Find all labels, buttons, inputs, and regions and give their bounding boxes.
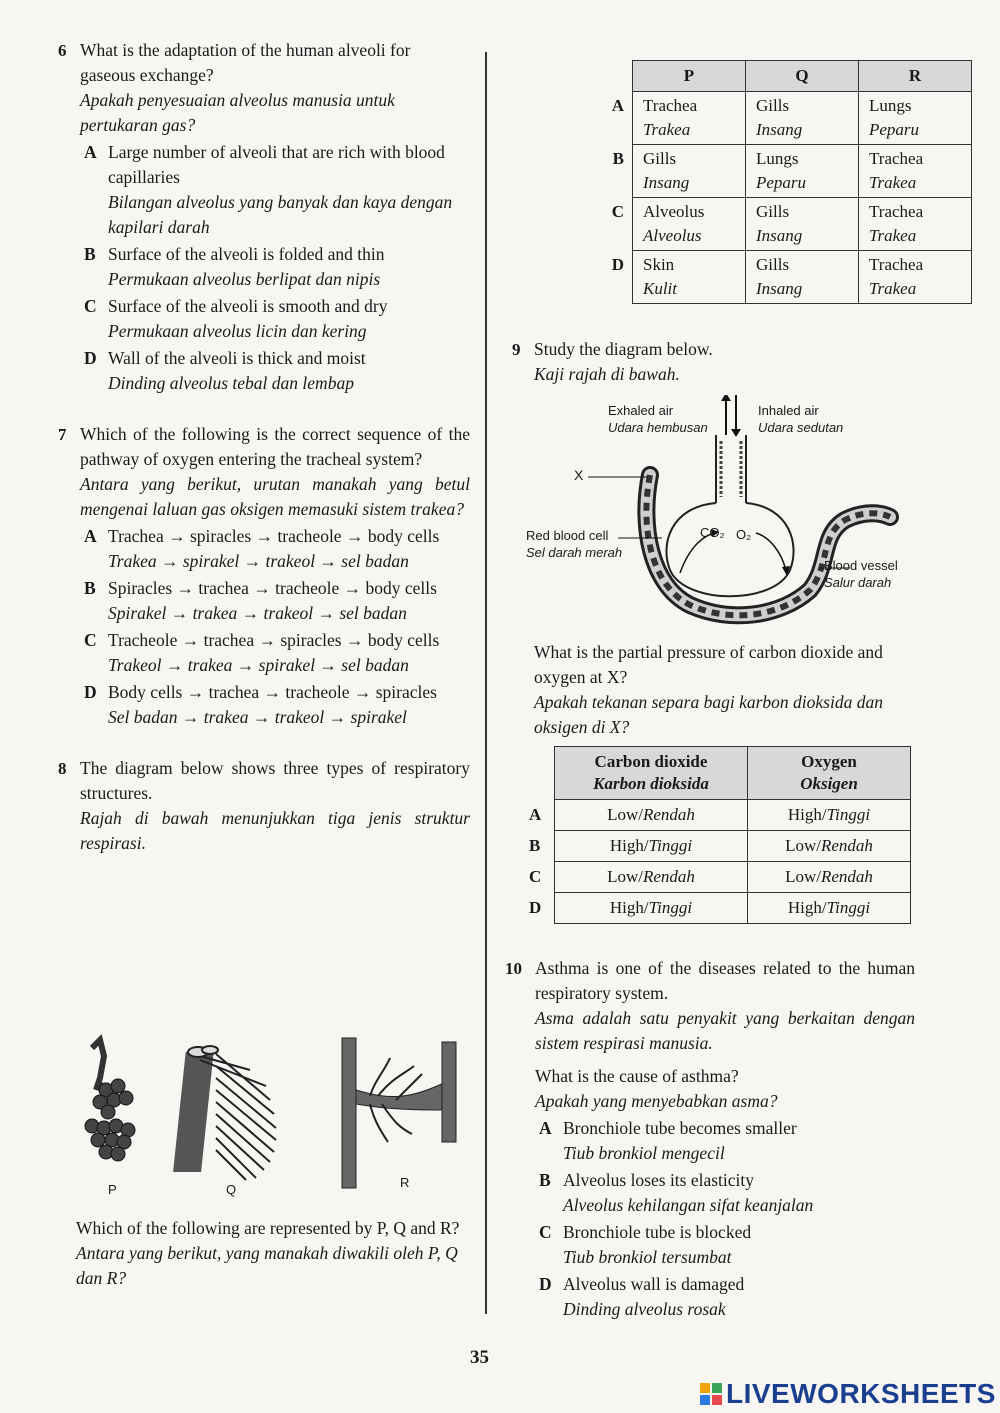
option-b[interactable] — [80, 242, 470, 292]
option-text-en: Surface of the alveoli is folded and thin — [108, 244, 385, 264]
option-text-ms: Tiub bronkiol mengecil — [563, 1143, 725, 1163]
table-row[interactable] — [520, 92, 972, 145]
blood-vessel-label-ms: Salur darah — [824, 575, 892, 590]
table-row[interactable] — [520, 251, 972, 304]
row-letter: A — [529, 805, 542, 824]
option-letter: D — [539, 1274, 552, 1294]
liveworksheets-logo[interactable] — [700, 1378, 996, 1410]
inhaled-air-label-ms: Udara sedutan — [758, 420, 844, 435]
question-8-prompt-ms: Antara yang berikut, yang manakah diwakili oleh P, Q dan R? — [76, 1243, 458, 1288]
inhaled-air-label: Inhaled air — [758, 403, 819, 418]
question-text-en: Which of the following is the correct sequence of the pathway of oxygen entering the tracheal system? — [80, 424, 470, 469]
option-b[interactable] — [535, 1168, 915, 1218]
option-letter: C — [539, 1222, 552, 1242]
table-cell: High/Tinggi — [555, 831, 748, 862]
blood-vessel-label: Blood vessel — [824, 558, 898, 573]
column-divider — [485, 52, 487, 1314]
option-letter: A — [84, 142, 97, 162]
table-cell: High/Tinggi — [555, 893, 748, 924]
gill-filaments-drawing — [173, 1046, 276, 1180]
option-letter: A — [84, 526, 97, 546]
option-a[interactable] — [80, 140, 470, 240]
option-letter: B — [539, 1170, 551, 1190]
table-cell: Gills Insang — [633, 145, 746, 198]
question-text-en: What is the adaptation of the human alveoli for gaseous exchange? — [80, 40, 411, 85]
table-cell: Gills Insang — [746, 92, 859, 145]
option-a[interactable] — [535, 1116, 915, 1166]
question-9-prompt — [534, 640, 914, 740]
question-8-prompt-en: Which of the following are represented by P, Q and R? — [76, 1218, 460, 1238]
option-text-en: Body cells → trachea → tracheole → spiracles — [108, 682, 437, 702]
figure-label-q: Q — [226, 1182, 237, 1197]
left-column — [58, 38, 470, 862]
option-text-ms: Spirakel → trakea → trakeol → sel badan — [108, 603, 407, 623]
question-9-answer-table — [528, 746, 911, 924]
table-row[interactable] — [520, 145, 972, 198]
question-8-answer-table — [520, 60, 972, 304]
option-text-en: Trachea → spiracles → tracheole → body cells — [108, 526, 440, 546]
option-text-en: Spiracles → trachea → tracheole → body cells — [108, 578, 437, 598]
table-header: Oxygen Oksigen — [748, 747, 911, 800]
question-text-en: The diagram below shows three types of respiratory structures. — [80, 758, 470, 803]
table-cell: Gills Insang — [746, 198, 859, 251]
question-number: 8 — [58, 759, 67, 778]
option-a[interactable] — [80, 524, 470, 574]
option-d[interactable] — [80, 680, 470, 730]
table-row[interactable] — [520, 198, 972, 251]
option-d[interactable] — [535, 1272, 915, 1322]
option-text-en: Bronchiole tube is blocked — [563, 1222, 752, 1242]
table-cell: Low/Rendah — [748, 862, 911, 893]
question-prompt-ms: Apakah yang menyebabkan asma? — [535, 1091, 778, 1111]
red-blood-cell-label: Red blood cell — [526, 528, 609, 543]
tracheal-tube-drawing — [342, 1038, 456, 1188]
question-9-prompt-en: What is the partial pressure of carbon dioxide and oxygen at X? — [534, 642, 883, 687]
option-text-ms: Trakeol → trakea → spirakel → sel badan — [108, 655, 409, 675]
row-letter: C — [529, 867, 542, 886]
table-header: Carbon dioxide Karbon dioksida — [555, 747, 748, 800]
option-letter: C — [84, 296, 97, 316]
option-text-en: Surface of the alveoli is smooth and dry — [108, 296, 388, 316]
question-text-ms: Rajah di bawah menunjukkan tiga jenis struktur respirasi. — [80, 808, 470, 853]
option-text-en: Large number of alveoli that are rich with blood capillaries — [108, 142, 445, 187]
table-row[interactable] — [528, 800, 911, 831]
option-b[interactable] — [80, 576, 470, 626]
question-6 — [58, 38, 470, 396]
question-text-en: Asthma is one of the diseases related to the human respiratory system. — [535, 958, 915, 1003]
table-header: R — [859, 61, 972, 92]
question-10 — [505, 956, 915, 1328]
table-cell: Gills Insang — [746, 251, 859, 304]
option-text-ms: Sel badan → trakea → trakeol → spirakel — [108, 707, 407, 727]
question-number: 7 — [58, 425, 67, 444]
question-9 — [512, 337, 912, 393]
question-8-prompt — [76, 1216, 470, 1291]
figure-label-p: P — [108, 1182, 117, 1197]
option-text-en: Alveolus loses its elasticity — [563, 1170, 755, 1190]
question-text-ms: Asma adalah satu penyakit yang berkaitan dengan sistem respirasi manusia. — [535, 1008, 915, 1053]
table-cell: Trachea Trakea — [859, 145, 972, 198]
question-text-en: Study the diagram below. — [534, 339, 713, 359]
option-letter: C — [84, 630, 97, 650]
o2-label: O₂ — [736, 527, 752, 542]
option-text-ms: Trakea → spirakel → trakeol → sel badan — [108, 551, 409, 571]
row-letter: D — [529, 898, 542, 917]
respiratory-structures-figure — [70, 1030, 470, 1210]
option-letter: D — [84, 682, 97, 702]
option-letter: B — [84, 578, 96, 598]
option-c[interactable] — [80, 294, 470, 344]
option-letter: A — [539, 1118, 552, 1138]
row-letter: D — [611, 254, 624, 274]
table-row[interactable] — [528, 862, 911, 893]
question-prompt-en: What is the cause of asthma? — [535, 1066, 739, 1086]
question-text-ms: Antara yang berikut, urutan manakah yang betul mengenai laluan gas oksigen memasuki sistem trakea? — [80, 474, 470, 519]
option-text-ms: Alveolus kehilangan sifat keanjalan — [563, 1195, 814, 1215]
option-text-ms: Tiub bronkiol tersumbat — [563, 1247, 732, 1267]
table-cell: Trachea Trakea — [859, 251, 972, 304]
alveoli-cluster-drawing — [85, 1040, 135, 1161]
option-letter: B — [84, 244, 96, 264]
table-cell: Trachea Trakea — [859, 198, 972, 251]
question-8 — [58, 756, 470, 856]
option-text-en: Wall of the alveoli is thick and moist — [108, 348, 366, 368]
table-cell: Trachea Trakea — [633, 92, 746, 145]
question-9-prompt-ms: Apakah tekanan separa bagi karbon dioksida dan oksigen di X? — [534, 692, 883, 737]
option-d[interactable] — [80, 346, 470, 396]
option-text-en: Alveolus wall is damaged — [563, 1274, 745, 1294]
table-header: P — [633, 61, 746, 92]
respiratory-structures-drawing — [70, 1030, 470, 1210]
table-cell: Lungs Peparu — [746, 145, 859, 198]
question-7 — [58, 422, 470, 730]
table-cell: High/Tinggi — [748, 800, 911, 831]
question-text-ms: Apakah penyesuaian alveolus manusia untuk pertukaran gas? — [80, 90, 395, 135]
option-c[interactable] — [80, 628, 470, 678]
question-number: 6 — [58, 41, 67, 60]
option-text-en: Bronchiole tube becomes smaller — [563, 1118, 797, 1138]
alveolus-drawing — [520, 395, 910, 625]
page-number: 35 — [470, 1347, 489, 1368]
question-text-ms: Kaji rajah di bawah. — [534, 364, 680, 384]
option-text-ms: Bilangan alveolus yang banyak dan kaya dengan kapilari darah — [108, 192, 453, 237]
option-text-ms: Dinding alveolus rosak — [563, 1299, 726, 1319]
option-text-ms: Permukaan alveolus licin dan kering — [108, 321, 367, 341]
table-cell: Low/Rendah — [555, 800, 748, 831]
row-letter: B — [612, 148, 624, 168]
table-cell: Low/Rendah — [555, 862, 748, 893]
option-letter: D — [84, 348, 97, 368]
alveolus-diagram — [520, 395, 910, 625]
table-header-row — [528, 747, 911, 800]
row-letter: B — [529, 836, 541, 855]
table-header: Q — [746, 61, 859, 92]
liveworksheets-icon — [700, 1383, 722, 1405]
table-cell: Lungs Peparu — [859, 92, 972, 145]
option-text-ms: Permukaan alveolus berlipat dan nipis — [108, 269, 381, 289]
co2-label: CO₂ — [700, 525, 725, 540]
table-cell: Low/Rendah — [748, 831, 911, 862]
option-text-en: Tracheole → trachea → spiracles → body cells — [108, 630, 440, 650]
figure-label-r: R — [400, 1175, 410, 1190]
table-row[interactable] — [528, 831, 911, 862]
table-cell: High/Tinggi — [748, 893, 911, 924]
x-label: X — [574, 467, 584, 483]
table-header-row — [520, 61, 972, 92]
exhaled-air-label: Exhaled air — [608, 403, 674, 418]
brand-text: LIVEWORKSHEETS — [726, 1378, 996, 1409]
table-cell: Skin Kulit — [633, 251, 746, 304]
table-cell: Alveolus Alveolus — [633, 198, 746, 251]
red-blood-cell-label-ms: Sel darah merah — [526, 545, 623, 560]
question-number: 10 — [505, 959, 522, 978]
table-row[interactable] — [528, 893, 911, 924]
option-c[interactable] — [535, 1220, 915, 1270]
row-letter: A — [611, 95, 624, 115]
row-letter: C — [611, 201, 624, 221]
option-text-ms: Dinding alveolus tebal dan lembap — [108, 373, 354, 393]
exhaled-air-label-ms: Udara hembusan — [608, 420, 708, 435]
question-number: 9 — [512, 340, 521, 359]
